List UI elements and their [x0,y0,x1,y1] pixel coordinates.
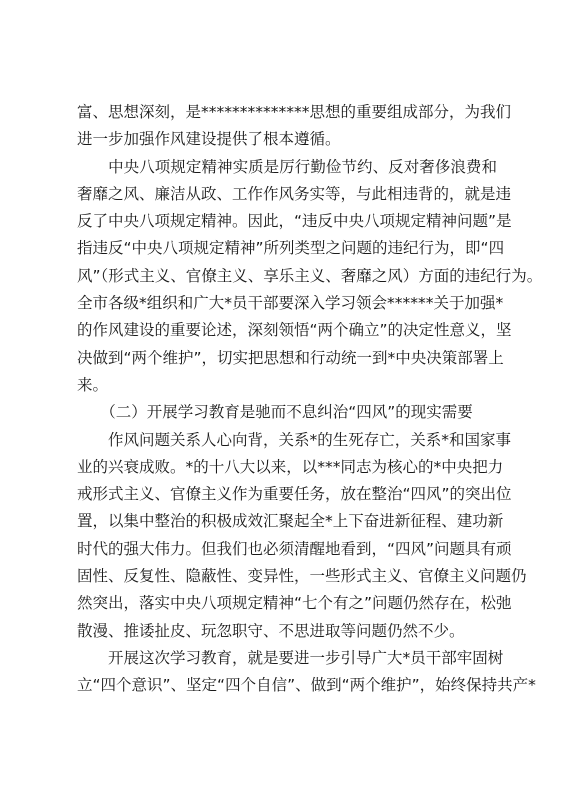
text-line: 进一步加强作风建设提供了根本遵循。 [77,130,341,149]
text-line: 中央八项规定精神实质是厉行勤俭节约、反对奢侈浪费和 [77,157,497,176]
text-line: 然突出，落实中央八项规定精神“七个有之”问题仍然存在，松弛 [77,594,512,613]
text-line: 反了中央八项规定精神。因此，“违反中央八项规定精神问题”是 [77,212,512,231]
text-line: 来。 [77,375,109,394]
text-line: 业的兴衰成败。*的十八大以来，以***同志为核心的*中央把力 [77,457,504,476]
text-line: 奢靡之风、廉洁从政、工作作风务实等，与此相违背的，就是违 [77,184,512,203]
text-line: 立“四个意识”、坚定“四个自信”、做到“两个维护”，始终保持共产* [77,676,536,695]
text-line: 开展这次学习教育，就是要进一步引导广大*员干部牢固树 [77,648,504,667]
text-line: 戒形式主义、官僚主义作为重要任务，放在整治“四风”的突出位 [77,485,512,504]
text-line: 的作风建设的重要论述，深刻领悟“两个确立”的决定性意义，坚 [77,321,512,340]
document-body-text [77,99,543,700]
text-line: 决做到“两个维护”，切实把思想和行动统一到*中央决策部署上 [77,348,504,367]
text-line: 富、思想深刻，是**************思想的重要组成部分，为我们 [77,103,512,121]
text-line: （二）开展学习教育是驰而不息纠治“四风”的现实需要 [77,403,473,422]
text-line: 全市各级*组织和广大*员干部要深入学习领会******关于加强* [77,294,504,313]
text-line: 置，以集中整治的积极成效汇聚起全*上下奋进新征程、建功新 [77,512,504,531]
text-line: 散漫、推诿扯皮、玩忽职守、不思进取等问题仍然不少。 [77,621,465,640]
text-line: 指违反“中央八项规定精神”所列类型之问题的违纪行为，即“四 [77,239,505,258]
text-line: 时代的强大伟力。但我们也必须清醒地看到，“四风”问题具有顽 [77,539,512,558]
text-line: 固性、反复性、隐蔽性、变异性，一些形式主义、官僚主义问题仍 [77,567,527,586]
text-line: 作风问题关系人心向背，关系*的生死存亡，关系*和国家事 [77,430,512,449]
text-line: 风”（形式主义、官僚主义、享乐主义、奢靡之风）方面的违纪行为。 [77,266,543,285]
